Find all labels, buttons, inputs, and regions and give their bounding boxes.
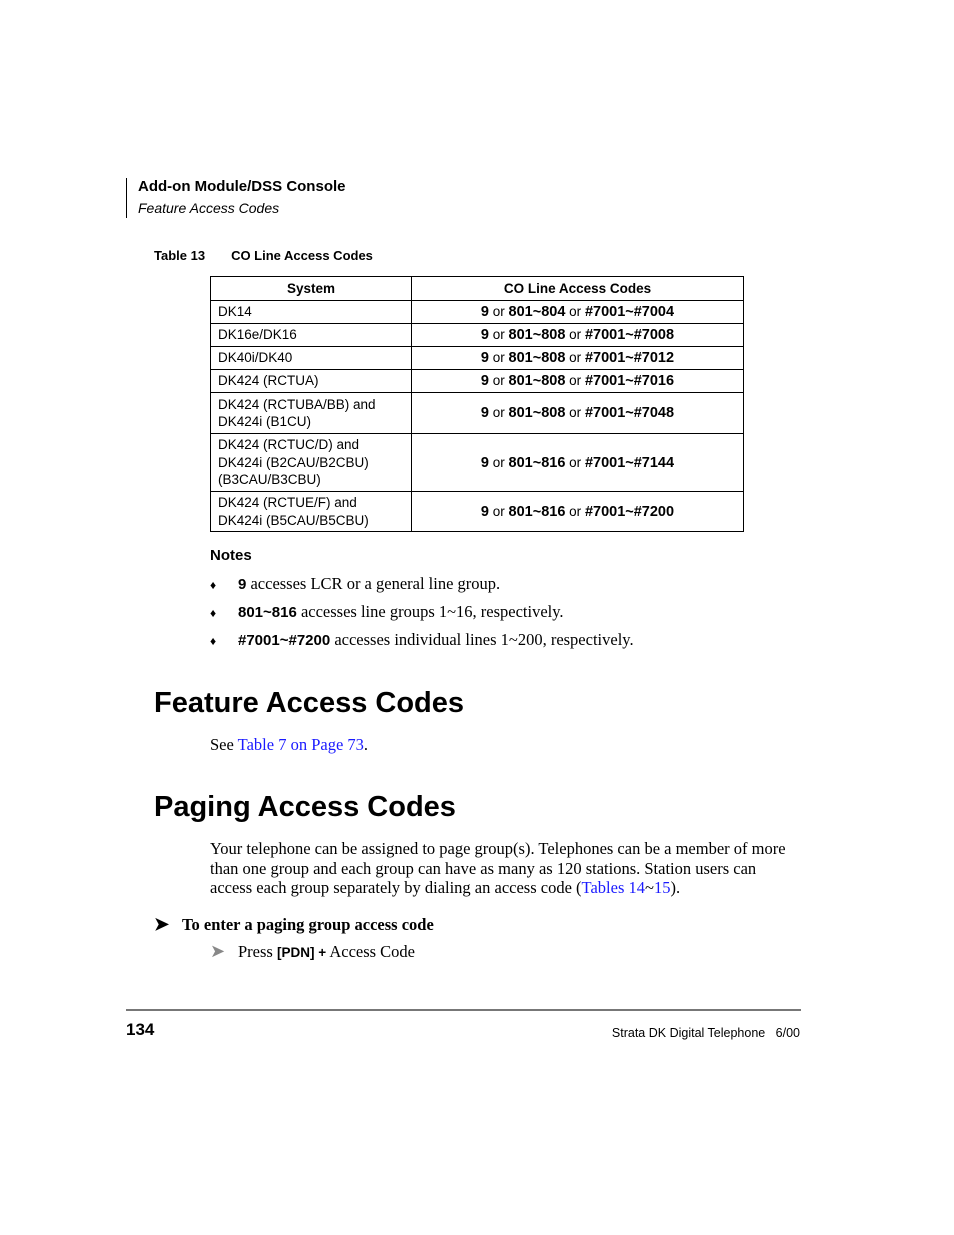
code-line-range: #7001~#7004 <box>584 304 675 320</box>
code-primary: 9 <box>480 304 489 320</box>
or-text: or <box>569 350 582 365</box>
code-line-range: #7001~#7012 <box>584 350 675 366</box>
table-row <box>211 370 744 393</box>
table-row <box>211 393 744 434</box>
system-cell <box>211 301 412 324</box>
system-cell <box>211 434 412 492</box>
note-text: accesses LCR or a general line group. <box>246 574 501 593</box>
note-text: accesses line groups 1~16, respectively. <box>296 602 564 621</box>
step-prefix: Press <box>238 942 277 961</box>
table-15-link[interactable]: 15 <box>653 878 671 897</box>
code-range: 801~808 <box>508 350 566 366</box>
or-text: or <box>492 454 505 470</box>
table-row <box>211 347 744 370</box>
pdn-key-label: [PDN] + <box>276 945 327 960</box>
access-code-cell <box>412 492 744 532</box>
feature-access-heading: Feature Access Codes <box>154 687 465 719</box>
table-number: Table 13 <box>154 248 206 263</box>
system-line: DK424 (RCTUBA/BB) and <box>218 396 376 412</box>
column-header-system: System <box>211 277 412 301</box>
or-text: or <box>569 454 582 470</box>
see-suffix: . <box>363 735 369 754</box>
note-text: accesses individual lines 1~200, respectively. <box>330 630 634 649</box>
note-code: #7001~#7200 <box>238 632 331 649</box>
table-body <box>211 301 744 532</box>
column-header-codes: CO Line Access Codes <box>412 277 744 301</box>
footer-rule <box>126 1009 801 1011</box>
system-cell <box>211 370 412 393</box>
or-text: or <box>492 405 505 420</box>
system-line: DK16e/DK16 <box>218 327 297 343</box>
paragraph-end: ). <box>670 878 681 897</box>
system-line: DK424i (B5CAU/B5CBU) <box>218 512 369 528</box>
code-primary: 9 <box>480 405 489 421</box>
system-cell <box>211 492 412 532</box>
code-range: 801~808 <box>508 327 566 343</box>
access-code-cell <box>412 324 744 347</box>
table-row <box>211 301 744 324</box>
code-line-range: #7001~#7200 <box>584 503 675 520</box>
system-cell <box>211 347 412 370</box>
or-text: or <box>569 405 582 420</box>
arrow-right-icon: ➤ <box>210 941 226 961</box>
note-item <box>210 602 564 622</box>
or-text: or <box>492 373 505 388</box>
system-line: DK424 (RCTUA) <box>218 373 319 389</box>
note-item <box>210 574 500 594</box>
or-text: or <box>569 373 582 388</box>
code-primary: 9 <box>480 373 489 389</box>
diamond-bullet-icon: ♦ <box>210 578 217 592</box>
system-cell <box>211 393 412 434</box>
system-cell <box>211 324 412 347</box>
code-line-range: #7001~#7008 <box>584 327 675 343</box>
or-text: or <box>569 304 582 319</box>
or-text: or <box>492 350 505 365</box>
code-range: 801~816 <box>508 503 566 520</box>
paging-paragraph <box>210 839 800 898</box>
access-code-cell <box>412 393 744 434</box>
note-item <box>210 630 634 650</box>
or-text: or <box>492 327 505 342</box>
system-line: DK424i (B2CAU/B2CBU) <box>218 454 369 470</box>
footer-text: Strata DK Digital Telephone 6/00 <box>611 1026 800 1040</box>
code-primary: 9 <box>480 454 489 471</box>
table-7-link[interactable]: Table 7 on Page 73 <box>237 735 364 754</box>
system-line: DK424 (RCTUE/F) and <box>218 495 357 510</box>
table-row <box>211 324 744 347</box>
or-text: or <box>492 503 505 519</box>
running-header-title: Add-on Module/DSS Console <box>138 178 346 195</box>
system-line: DK424 (RCTUC/D) and <box>218 437 360 453</box>
or-text: or <box>569 327 582 342</box>
link-separator: ~ <box>645 878 654 897</box>
step-suffix: Access Code <box>326 942 416 961</box>
code-range: 801~808 <box>508 373 566 389</box>
co-line-access-table <box>210 276 744 532</box>
paging-access-heading: Paging Access Codes <box>154 791 456 823</box>
running-header-subtitle: Feature Access Codes <box>138 200 280 216</box>
procedure-title <box>154 914 434 935</box>
table-row <box>211 434 744 492</box>
paragraph-text: Your telephone can be assigned to page group(s). Telephones can be a member of more than one group and each group can have as many as 120 stations. Station users can access each group separately by dialing an access code ( <box>210 839 786 897</box>
see-reference <box>210 735 368 755</box>
access-code-cell <box>412 370 744 393</box>
page-number: 134 <box>126 1020 155 1039</box>
access-code-cell <box>412 347 744 370</box>
system-line: DK40i/DK40 <box>218 350 293 366</box>
code-line-range: #7001~#7144 <box>584 454 675 471</box>
table-header-row <box>211 277 744 301</box>
notes-heading: Notes <box>210 547 252 564</box>
procedure-title-text: To enter a paging group access code <box>182 915 434 934</box>
tables-14-link[interactable]: Tables 14 <box>581 878 646 897</box>
arrow-right-icon: ➤ <box>154 914 170 934</box>
note-code: 801~816 <box>238 604 297 621</box>
table-caption <box>154 248 373 263</box>
table-row <box>211 492 744 532</box>
see-prefix: See <box>210 735 238 754</box>
code-line-range: #7001~#7016 <box>584 373 675 389</box>
system-line: DK14 <box>218 304 252 320</box>
or-text: or <box>492 304 505 319</box>
access-code-cell <box>412 301 744 324</box>
code-primary: 9 <box>480 350 489 366</box>
code-primary: 9 <box>480 327 489 343</box>
note-code: 9 <box>238 576 247 593</box>
diamond-bullet-icon: ♦ <box>210 606 217 620</box>
code-line-range: #7001~#7048 <box>584 405 675 421</box>
table-title: CO Line Access Codes <box>231 248 373 263</box>
or-text: or <box>569 503 582 519</box>
code-primary: 9 <box>480 503 489 520</box>
system-line: (B3CAU/B3CBU) <box>218 472 321 488</box>
system-line: DK424i (B1CU) <box>218 414 312 429</box>
procedure-step <box>210 941 415 962</box>
code-range: 801~816 <box>508 454 566 471</box>
access-code-cell <box>412 434 744 492</box>
code-range: 801~804 <box>508 304 566 320</box>
header-rule <box>126 178 127 218</box>
diamond-bullet-icon: ♦ <box>210 634 217 648</box>
code-range: 801~808 <box>508 405 566 421</box>
